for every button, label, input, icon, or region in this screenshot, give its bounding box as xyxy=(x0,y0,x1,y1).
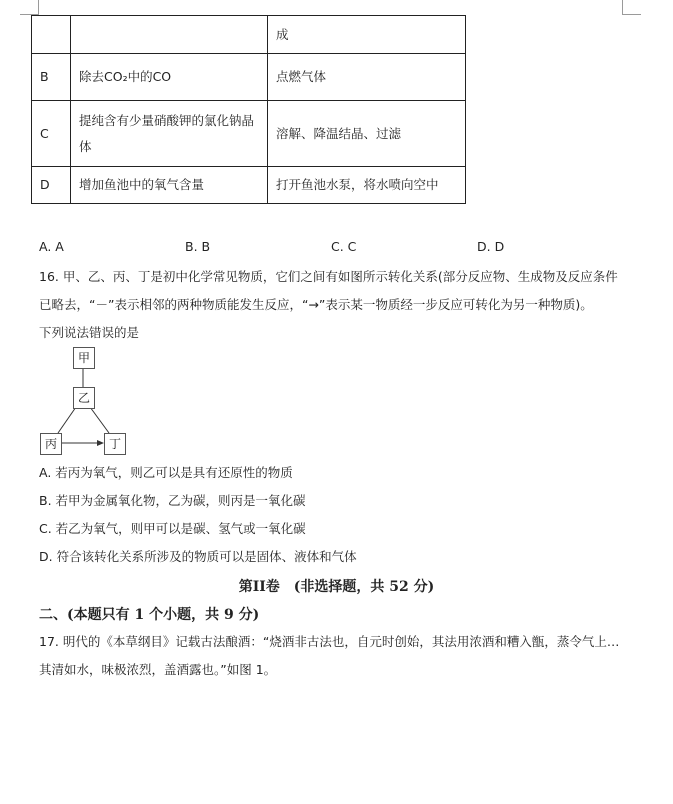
table-row xyxy=(32,167,466,204)
choice-c: C. C xyxy=(331,239,357,254)
q16-stem-line: 下列说法错误的是 xyxy=(39,325,140,340)
method-cell xyxy=(71,16,268,54)
choice-b: B. B xyxy=(185,239,211,254)
table-row xyxy=(32,54,466,101)
q16-stem-line: 已略去，“－”表示相邻的两种物质能发生反应，“→”表示某一物质经一步反应可转化为另一种物质)。 xyxy=(39,297,593,312)
options-table xyxy=(31,15,466,204)
row-label: B xyxy=(32,54,71,101)
q16-choice-d: D. 符合该转化关系所涉及的物质可以是固体、液体和气体 xyxy=(39,549,357,564)
node-jia: 甲 xyxy=(73,347,95,369)
line-yi-bing xyxy=(58,407,76,433)
operation-cell: 成 xyxy=(268,16,466,54)
method-line: 提纯含有少量硝酸钾的氯化钠晶 xyxy=(79,112,255,128)
operation-cell: 溶解、降温结晶、过滤 xyxy=(268,101,466,167)
section2-title: 二、(本题只有 1 个小题，共 9 分) xyxy=(39,607,260,623)
operation-cell: 点燃气体 xyxy=(268,54,466,101)
row-label xyxy=(32,16,71,54)
table-row xyxy=(32,16,466,54)
q17-line: 17. 明代的《本草纲目》记载古法酿酒：“烧酒非古法也，自元时创始，其法用浓酒和糟入甑，蒸令气上… xyxy=(39,634,620,649)
node-ding: 丁 xyxy=(104,433,126,455)
row-label: C xyxy=(32,101,71,167)
method-cell xyxy=(71,101,268,167)
operation-cell: 打开鱼池水泵，将水喷向空中 xyxy=(268,167,466,204)
node-bing: 丙 xyxy=(40,433,62,455)
page-corner-mark-right xyxy=(622,0,641,15)
row-label: D xyxy=(32,167,71,204)
node-yi: 乙 xyxy=(73,387,95,409)
page-corner-mark-left xyxy=(20,0,39,15)
q15-choices xyxy=(39,239,639,257)
line-yi-ding xyxy=(90,407,109,433)
q16-choice-a: A. 若丙为氧气，则乙可以是具有还原性的物质 xyxy=(39,465,293,480)
table-row xyxy=(32,101,466,167)
method-cell: 增加鱼池中的氧气含量 xyxy=(71,167,268,204)
q16-choice-c: C. 若乙为氧气，则甲可以是碳、氢气或一氧化碳 xyxy=(39,521,306,536)
q17-line: 其清如水，味极浓烈，盖酒露也。”如图 1。 xyxy=(39,662,277,677)
q16-stem-line: 16. 甲、乙、丙、丁是初中化学常见物质，它们之间有如图所示转化关系(部分反应物、生成物及反应条件 xyxy=(39,269,618,284)
choice-d: D. D xyxy=(477,239,505,254)
method-cell: 除去CO₂中的CO xyxy=(71,54,268,101)
conversion-diagram xyxy=(38,347,128,457)
q16-choice-b: B. 若甲为金属氧化物，乙为碳，则丙是一氧化碳 xyxy=(39,493,306,508)
arrow-head xyxy=(97,440,104,446)
choice-a: A. A xyxy=(39,239,64,254)
method-line: 体 xyxy=(79,138,92,154)
part2-heading: 第II卷 (非选择题，共 52 分) xyxy=(238,579,435,595)
